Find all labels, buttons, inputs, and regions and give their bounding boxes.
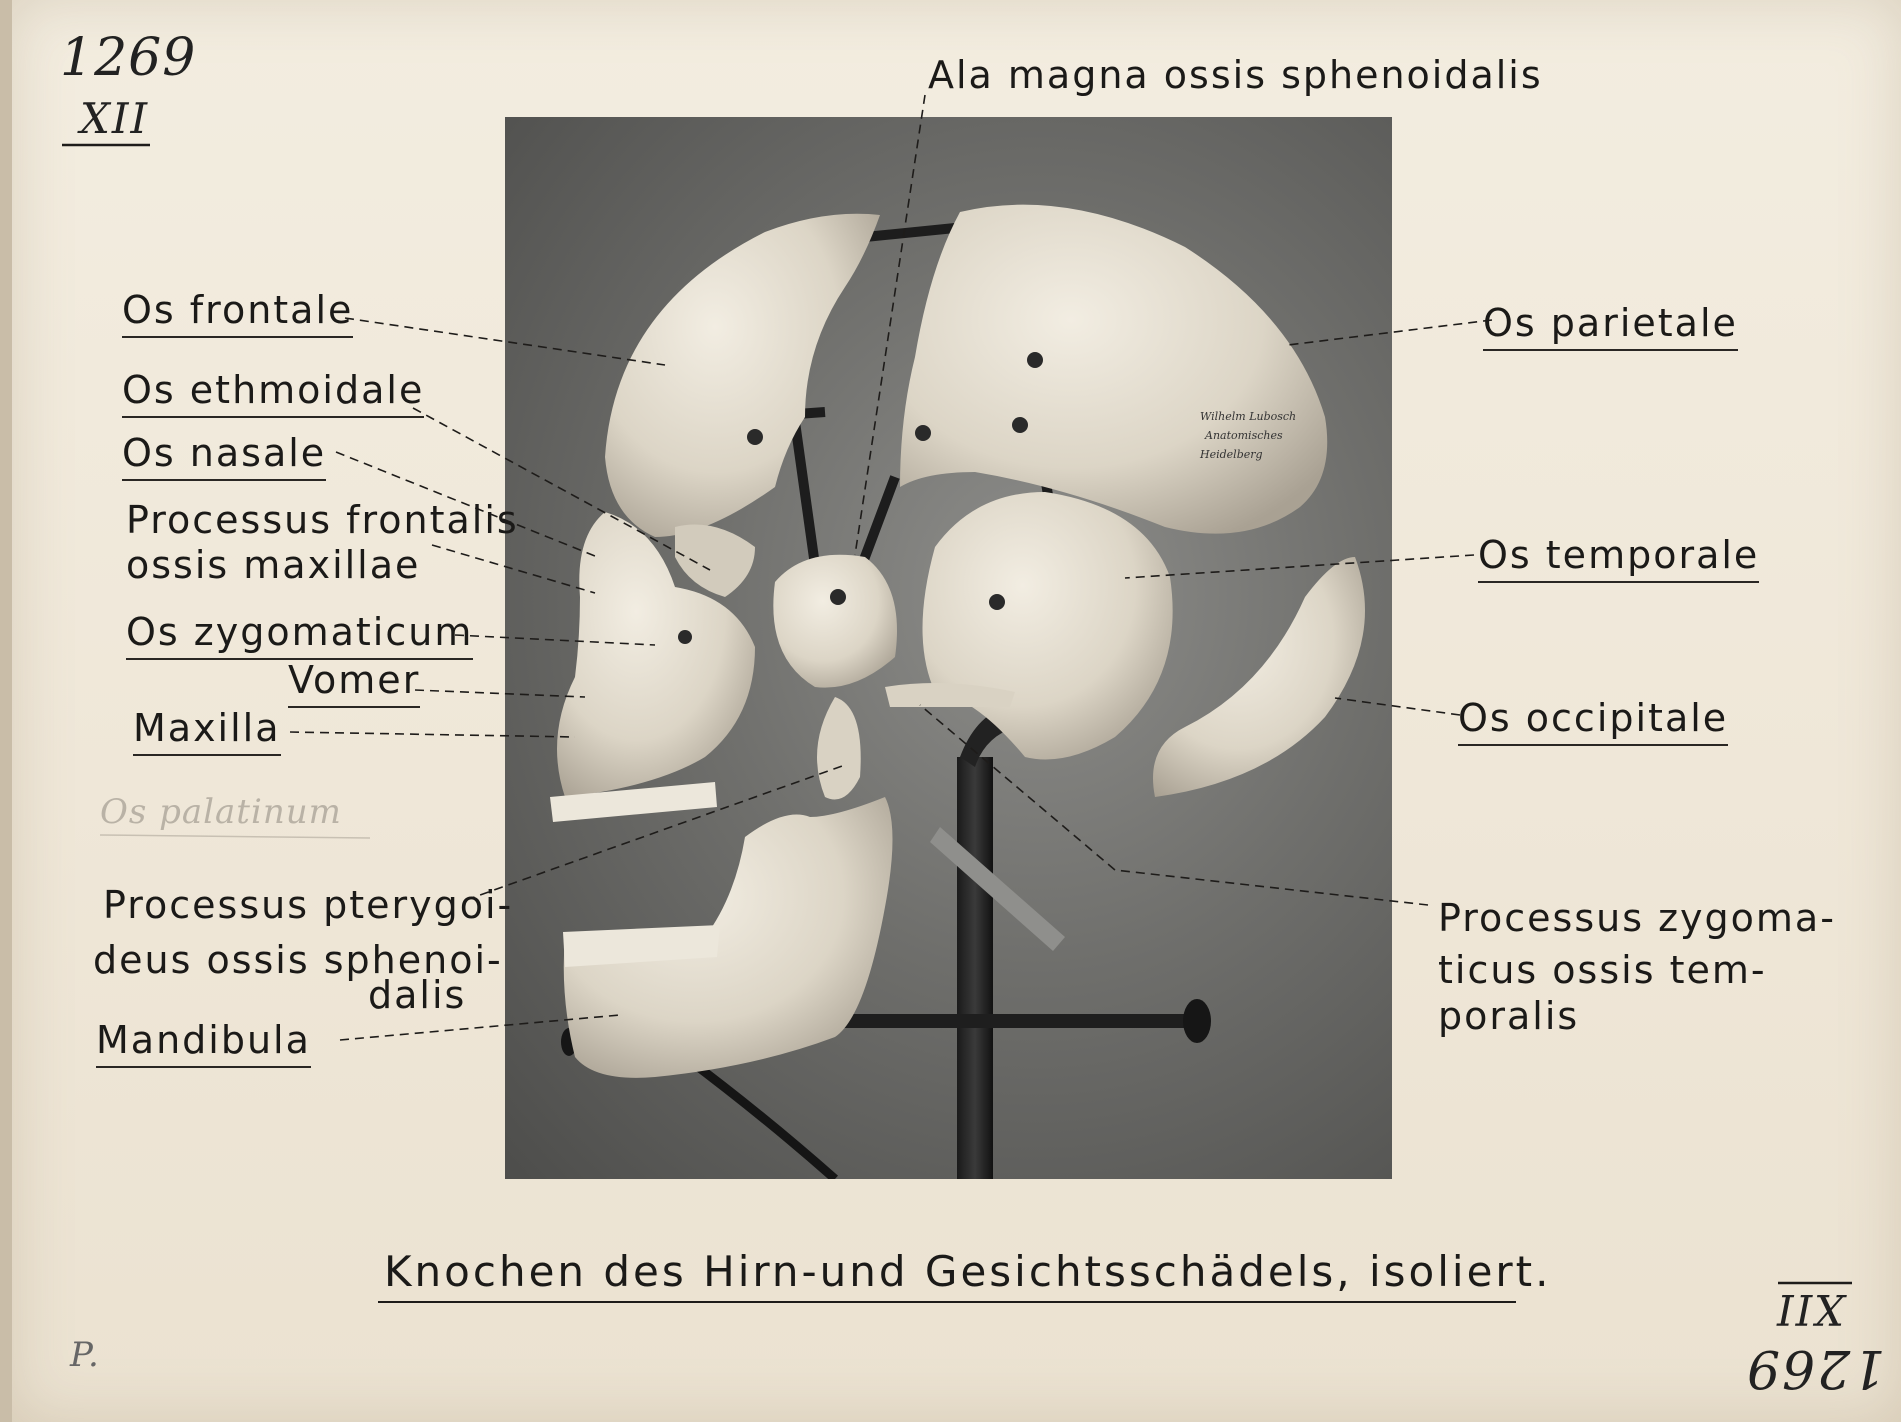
label-processus-frontalis-2: ossis maxillae	[126, 543, 421, 587]
skull-illustration	[505, 117, 1392, 1179]
stand-handle	[930, 827, 1065, 951]
photo-signature-2: Anatomisches	[1205, 429, 1283, 442]
pterygoid-process	[817, 697, 861, 800]
photo-signature-1: Wilhelm Lubosch	[1200, 410, 1297, 423]
label-processus-pterygoideus-1: Processus pterygoi-	[103, 883, 514, 927]
corner-mark: P.	[70, 1335, 101, 1375]
stand-pole	[957, 757, 993, 1179]
label-processus-pterygoideus-3: dalis	[368, 973, 467, 1017]
photo-signature-3: Heidelberg	[1200, 448, 1263, 461]
label-mandibula: Mandibula	[96, 1020, 311, 1068]
label-processus-pterygoideus-2: deus ossis sphenoi-	[93, 938, 503, 982]
catalog-roman-bottom: XII	[1775, 1285, 1845, 1334]
label-os-zygomaticum: Os zygomaticum	[126, 612, 473, 660]
stand-crossbar	[815, 1014, 1195, 1028]
label-processus-zygomaticus-1: Processus zygoma-	[1438, 896, 1836, 940]
cable	[685, 1057, 835, 1179]
sphenoid-bone	[773, 555, 897, 688]
frontal-bone	[605, 214, 880, 537]
label-vomer: Vomer	[288, 660, 420, 708]
label-processus-zygomaticus-3: poralis	[1438, 994, 1580, 1038]
occipital-bone	[1153, 557, 1365, 797]
parietal-bone	[900, 205, 1327, 534]
stand-knob-right	[1183, 999, 1211, 1043]
catalog-number-top: 1269	[60, 28, 197, 88]
catalog-number-bottom: 1269	[1745, 1338, 1886, 1398]
label-os-occipitale: Os occipitale	[1458, 698, 1728, 746]
caption: Knochen des Hirn-und Gesichtsschädels, isoliert.	[384, 1247, 1552, 1296]
temporal-bone	[923, 492, 1173, 760]
label-os-palatinum: Os palatinum	[100, 792, 342, 832]
label-os-ethmoidale: Os ethmoidale	[122, 370, 424, 418]
label-processus-frontalis-1: Processus frontalis	[126, 498, 519, 542]
label-maxilla: Maxilla	[133, 708, 281, 756]
board-edge	[0, 0, 12, 1422]
label-os-nasale: Os nasale	[122, 433, 326, 481]
skull-photograph	[505, 117, 1392, 1179]
label-os-temporale: Os temporale	[1478, 535, 1759, 583]
label-os-frontale: Os frontale	[122, 290, 353, 338]
ethmoid-bone	[675, 525, 755, 598]
label-processus-zygomaticus-2: ticus ossis tem-	[1438, 948, 1767, 992]
label-os-parietale: Os parietale	[1483, 303, 1738, 351]
catalog-roman-top: XII	[80, 94, 150, 143]
label-ala-magna: Ala magna ossis sphenoidalis	[928, 53, 1543, 97]
